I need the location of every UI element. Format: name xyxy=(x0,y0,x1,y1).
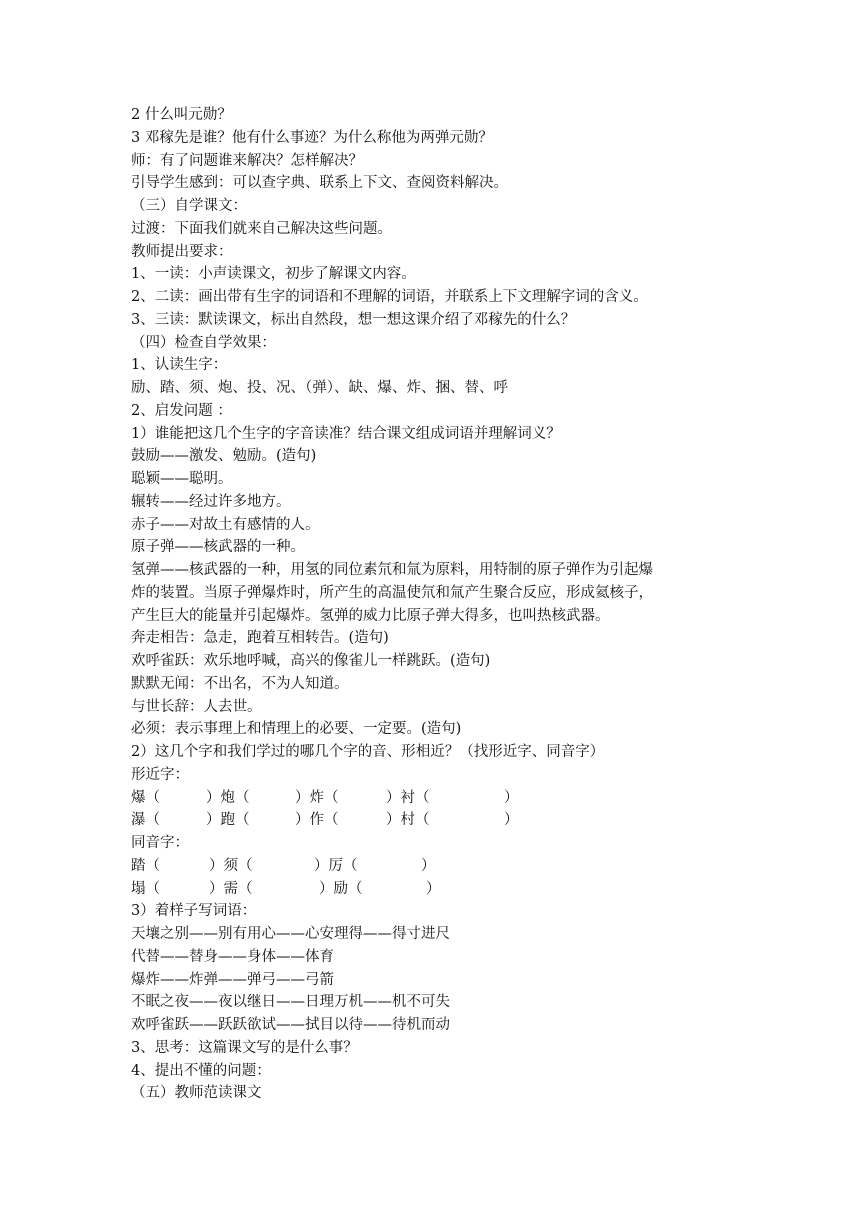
vocab-entry: 产生巨大的能量并引起爆炸。氢弹的威力比原子弹大得多，也叫热核武器。 xyxy=(131,607,610,624)
text-line: 3、思考：这篇课文写的是什么事？ xyxy=(131,1039,358,1056)
vocab-entry: 炸的装置。当原子弹爆炸时，所产生的高温使氘和氚产生聚合反应，形成氦核子， xyxy=(131,584,653,601)
vocab-entry: 必须：表示事理上和情理上的必要、一定要。(造句) xyxy=(131,721,462,738)
vocab-entry: 聪颖——聪明。 xyxy=(131,471,233,487)
section-heading: （五）教师范读课文 xyxy=(131,1085,262,1102)
text-line: 1）谁能把这几个生字的字音读准？结合课文组成词语并理解词义？ xyxy=(131,425,561,442)
fill-blank-segment: ）需（ xyxy=(209,880,253,897)
text-line: 同音字： xyxy=(131,835,189,851)
fill-blank-segment: ）村（ xyxy=(386,812,430,829)
word-chain: 爆炸——炸弹——弹弓——弓箭 xyxy=(131,971,334,988)
word-chain: 天壤之别——别有用心——心安理得——得寸进尺 xyxy=(131,926,450,942)
text-line: 2）这几个字和我们学过的哪几个字的音、形相近？（找形近字、同音字） xyxy=(131,744,605,760)
fill-blank-segment: ） xyxy=(504,812,519,829)
word-chain: 欢呼雀跃——跃跃欲试——拭目以待——待机而动 xyxy=(131,1017,450,1033)
fill-blank-segment: ） xyxy=(504,789,519,806)
fill-blank-segment: ） xyxy=(426,880,441,897)
text-line: 3）着样子写词语： xyxy=(131,903,257,920)
fill-blank-segment: 塌（ xyxy=(131,880,160,897)
fill-blank-segment: 踏（ xyxy=(131,857,160,874)
text-line: 师：有了问题谁来解决？怎样解决？ xyxy=(131,152,363,169)
vocab-entry: 赤子——对故土有感情的人。 xyxy=(131,516,320,533)
fill-blank-segment: ）作（ xyxy=(295,812,339,829)
vocab-entry: 氢弹——核武器的一种，用氢的同位素氘和氚为原料，用特制的原子弹作为引起爆 xyxy=(131,562,653,578)
vocab-entry: 原子弹——核武器的一种。 xyxy=(131,539,305,556)
vocab-entry: 辗转——经过许多地方。 xyxy=(131,493,291,510)
character-list: 励、踏、须、炮、投、况、（弹）、缺、爆、炸、捆、替、呼 xyxy=(131,380,508,396)
vocab-entry: 奔走相告：急走，跑着互相转告。(造句) xyxy=(131,630,389,647)
fill-blank-row xyxy=(131,787,771,810)
vocab-entry: 与世长辞：人去世。 xyxy=(131,698,262,715)
text-line: 2 什么叫元勋？ xyxy=(131,107,232,123)
text-line: 1、认读生字： xyxy=(131,357,228,374)
vocab-entry: 欢呼雀跃：欢乐地呼喊，高兴的像雀儿一样跳跃。(造句) xyxy=(131,653,491,669)
text-line: 形近字： xyxy=(131,766,189,783)
fill-blank-segment: ） xyxy=(421,857,436,874)
fill-blank-row xyxy=(131,809,771,832)
fill-blank-segment: ）跑（ xyxy=(206,812,250,829)
text-line: 3 邓稼先是谁？他有什么事迹？为什么称他为两弹元勋？ xyxy=(131,129,493,146)
section-heading: （四）检查自学效果： xyxy=(131,334,276,351)
fill-blank-segment: ）衬（ xyxy=(386,789,430,806)
vocab-entry: 默默无闻：不出名，不为人知道。 xyxy=(131,675,349,692)
section-heading: （三）自学课文： xyxy=(131,198,247,214)
fill-blank-segment: ）厉（ xyxy=(314,857,358,874)
word-chain: 代替——替身——身体——体育 xyxy=(131,948,334,965)
word-chain: 不眠之夜——夜以继日——日理万机——机不可失 xyxy=(131,994,450,1011)
fill-blank-row xyxy=(131,878,771,901)
fill-blank-segment: ）励（ xyxy=(319,880,363,897)
text-line: 3、三读：默读课文，标出自然段，想一想这课介绍了邓稼先的什么？ xyxy=(131,311,576,328)
fill-blank-row xyxy=(131,855,771,878)
document-body xyxy=(131,104,771,1105)
text-line: 2、启发问题 ： xyxy=(131,402,232,419)
fill-blank-segment: 爆（ xyxy=(131,789,160,806)
fill-blank-segment: 瀑（ xyxy=(131,812,160,829)
text-line: 过渡：下面我们就来自己解决这些问题。 xyxy=(131,220,392,237)
text-line: 1、一读：小声读课文，初步了解课文内容。 xyxy=(131,266,416,283)
text-line: 2、二读：画出带有生字的词语和不理解的词语，并联系上下文理解字词的含义。 xyxy=(131,289,648,305)
text-line: 教师提出要求： xyxy=(131,243,233,260)
fill-blank-segment: ）炮（ xyxy=(206,789,250,806)
fill-blank-segment: ）炸（ xyxy=(295,789,339,806)
vocab-entry: 鼓励——激发、勉励。(造句) xyxy=(131,448,317,465)
text-line: 4、提出不懂的问题： xyxy=(131,1062,271,1079)
text-line: 引导学生感到：可以查字典、联系上下文、查阅资料解决。 xyxy=(131,175,508,192)
fill-blank-segment: ）须（ xyxy=(209,857,253,874)
